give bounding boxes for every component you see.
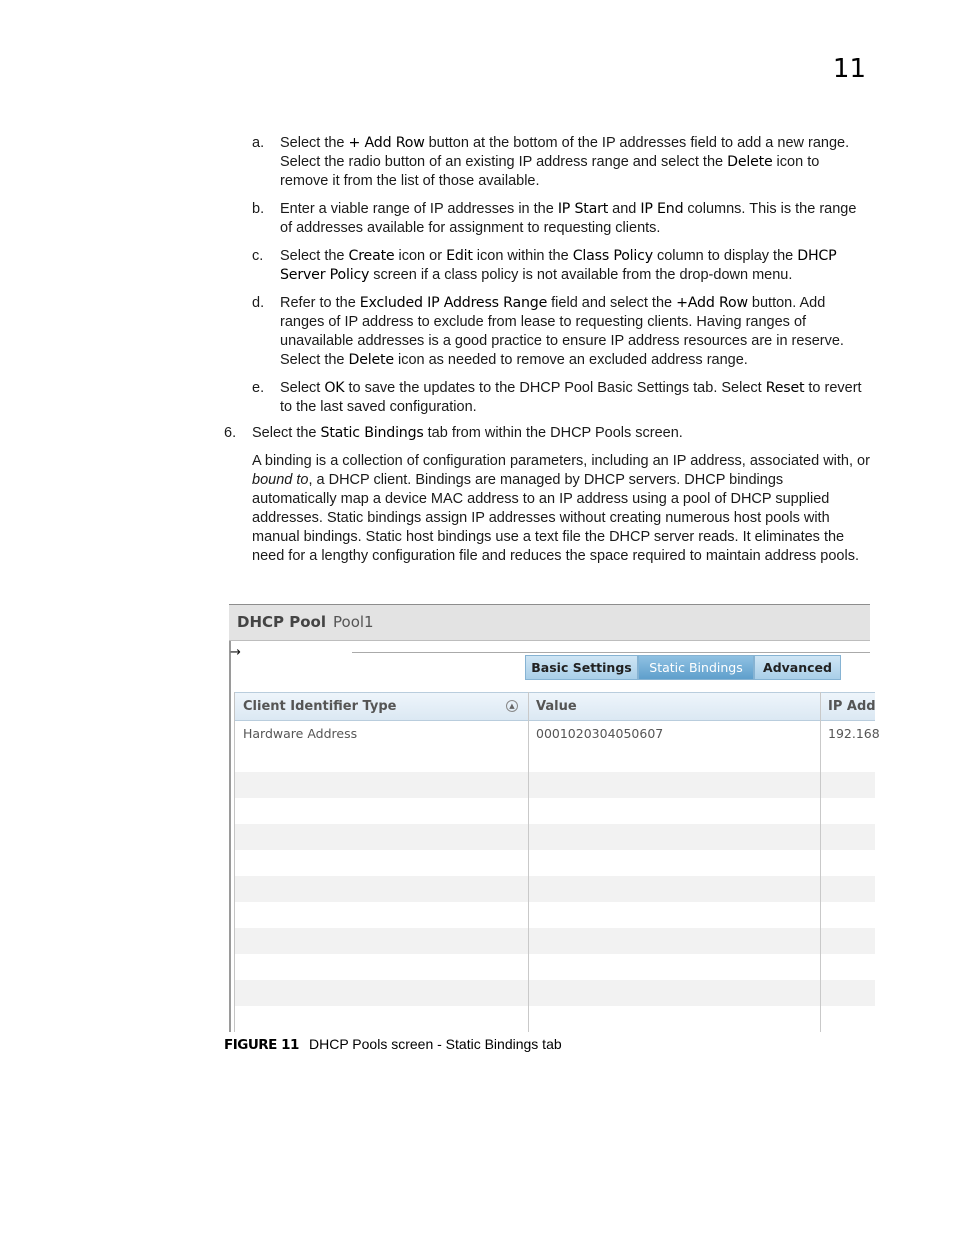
substep-label: a.: [252, 135, 265, 151]
pool-name: Pool1: [333, 613, 374, 631]
ui-term: Static Bindings: [320, 425, 424, 441]
substep-c: [252, 247, 870, 285]
screenshot-border: [229, 604, 231, 1032]
text: screen if a class policy is not available from the drop-down menu.: [369, 267, 793, 283]
divider: [352, 652, 870, 653]
page-title: DHCP Pool: [237, 613, 326, 631]
substep-label: d.: [252, 295, 265, 311]
text: , a DHCP client. Bindings are managed by DHCP servers. DHCP bindings automatically map a device MAC address to an IP address using a pool of DHCP supplied addresses. Static bindings assign IP addresses without creating numerous host pools with manual bindings. Static host bindings use a text file the DHCP server reads. It eliminates the need for a lengthy configuration file and reduces the space required to maintain address pools.: [252, 472, 859, 564]
table-row[interactable]: [235, 798, 875, 824]
substep-list: [252, 134, 870, 426]
substep-label: e.: [252, 380, 265, 396]
figure-caption: [224, 1036, 562, 1053]
dhcp-pool-header: [229, 604, 870, 641]
text: column to display the: [652, 248, 798, 264]
cell-value: 0001020304050607: [536, 726, 664, 741]
ui-term: IP End: [640, 201, 684, 217]
text: to revert to the last saved configuration.: [280, 380, 862, 415]
arrow-icon[interactable]: →: [230, 645, 241, 660]
tab-static-bindings[interactable]: Static Bindings: [638, 655, 754, 680]
table-row[interactable]: [235, 928, 875, 954]
ui-term: Delete: [727, 154, 773, 170]
text: Refer to the: [280, 295, 360, 311]
step-6: [224, 424, 870, 443]
text: icon to remove it from the list of those available.: [280, 154, 820, 189]
ui-term: +Add Row: [676, 295, 748, 311]
tab-advanced[interactable]: Advanced: [754, 655, 841, 680]
cell-ip-address: 192.168: [828, 726, 880, 741]
column-header-client-identifier-type[interactable]: Client Identifier Type: [243, 699, 397, 714]
text: field and select the: [547, 295, 677, 311]
table-row[interactable]: [235, 772, 875, 798]
table-row[interactable]: [235, 824, 875, 850]
text: Select: [280, 380, 325, 396]
text: button. Add ranges of IP address to exclude from lease to requesting clients. Having ranges of unavailable addresses is a good practice to ensure IP address resources are in reserve. Select the: [280, 295, 844, 368]
table-row[interactable]: [235, 902, 875, 928]
substep-d: [252, 294, 870, 370]
column-divider: [528, 692, 529, 1032]
dhcp-pool-screenshot: [229, 604, 880, 1032]
ui-term: Reset: [765, 380, 805, 396]
text: icon or: [394, 248, 447, 264]
text: columns. This is the range of addresses available for assignment to requesting clients.: [280, 201, 857, 236]
column-header-ip-address[interactable]: IP Add: [828, 699, 876, 714]
sort-ascending-icon[interactable]: ▲: [506, 700, 518, 712]
ui-term: Create: [348, 248, 395, 264]
figure-label: FIGURE 11: [224, 1037, 299, 1053]
table-row[interactable]: [235, 980, 875, 1006]
substep-e: [252, 379, 870, 417]
table-header: [235, 692, 875, 721]
ui-term: Edit: [446, 248, 473, 264]
figure-caption-text: DHCP Pools screen - Static Bindings tab: [309, 1036, 562, 1052]
static-bindings-table: [234, 692, 880, 1032]
chapter-number: 11: [832, 54, 866, 84]
ui-term: Excluded IP Address Range: [359, 295, 548, 311]
binding-paragraph: [252, 452, 870, 566]
text: A binding is a collection of configuration parameters, including an IP address, associated with, or: [252, 453, 870, 469]
substep-label: c.: [252, 248, 264, 264]
table-row[interactable]: [235, 1006, 875, 1032]
text: button at the bottom of the IP addresses field to add a new range. Select the radio button of an existing IP address range and select the: [280, 135, 850, 170]
substep-b: [252, 200, 870, 238]
text: Select the: [280, 248, 349, 264]
table-row[interactable]: [235, 954, 875, 980]
ui-term: OK: [324, 380, 345, 396]
text: and: [608, 201, 641, 217]
table-row[interactable]: [235, 876, 875, 902]
cell-client-identifier-type: Hardware Address: [243, 726, 358, 741]
ui-term: + Add Row: [348, 135, 425, 151]
text: icon as needed to remove an excluded address range.: [393, 352, 748, 368]
text: Select the: [252, 425, 321, 441]
text: to save the updates to the DHCP Pool Basic Settings tab. Select: [344, 380, 766, 396]
ui-term: Delete: [348, 352, 394, 368]
substep-label: b.: [252, 201, 265, 217]
column-divider: [820, 692, 821, 1032]
ui-term: DHCP Server Policy: [280, 248, 837, 283]
table-row[interactable]: [235, 850, 875, 876]
tab-basic-settings[interactable]: Basic Settings: [525, 655, 638, 680]
text: Enter a viable range of IP addresses in the: [280, 201, 558, 217]
text: tab from within the DHCP Pools screen.: [423, 425, 683, 441]
table-row[interactable]: [235, 720, 880, 746]
ui-term: IP Start: [557, 201, 609, 217]
text: icon within the: [472, 248, 573, 264]
emphasis: bound to: [252, 472, 309, 488]
text: Select the: [280, 135, 349, 151]
table-row[interactable]: [235, 746, 875, 772]
column-header-value[interactable]: Value: [536, 699, 577, 714]
substep-a: [252, 134, 870, 191]
step-label: 6.: [224, 425, 237, 441]
ui-term: Class Policy: [572, 248, 653, 264]
